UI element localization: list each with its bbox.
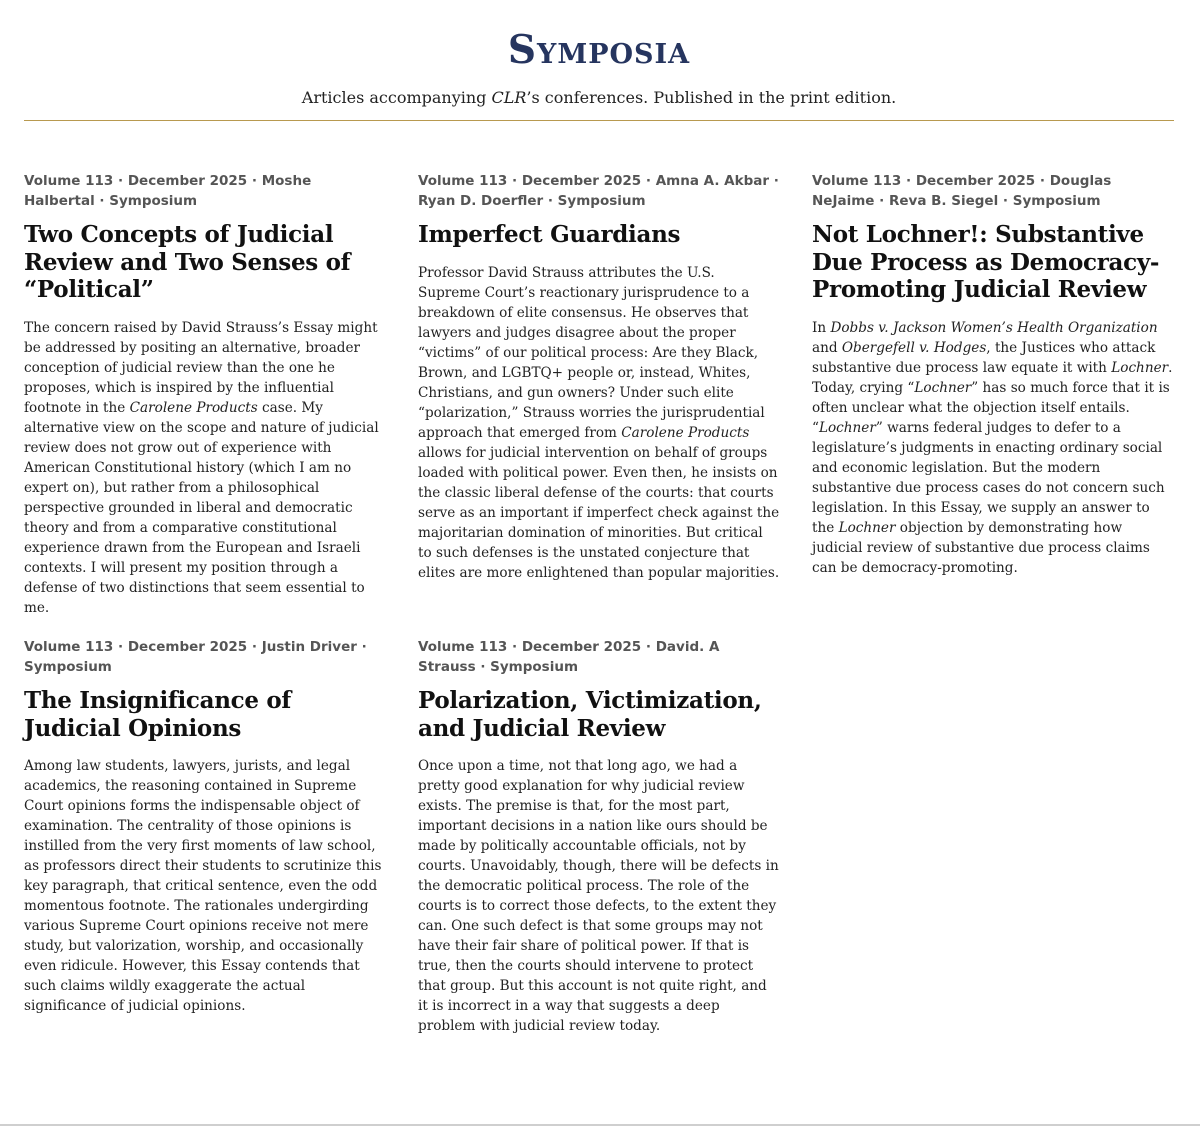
article-abstract — [418, 263, 780, 583]
case-name-italic: Lochner — [1111, 359, 1169, 376]
article-meta: Volume 113 · December 2025 · Moshe Halbertal · Symposium — [24, 173, 312, 209]
article-abstract — [812, 318, 1174, 578]
article-card — [418, 171, 780, 583]
abstract-text: and — [812, 339, 842, 356]
article-title-link[interactable]: Two Concepts of Judicial Review and Two Senses of “Political” — [24, 221, 351, 303]
case-name-italic: Lochner — [914, 379, 972, 396]
article-abstract — [418, 756, 780, 1036]
article-meta: Volume 113 · December 2025 · Amna A. Akbar · Ryan D. Doerfler · Symposium — [418, 173, 779, 209]
abstract-text: In — [812, 319, 831, 336]
abstract-text: objection by demonstrating how judicial review of substantive due process claims can be democracy-promoting. — [812, 519, 1150, 576]
article-abstract — [24, 318, 386, 618]
abstract-text: allows for judicial intervention on behalf of groups loaded with political power. Even then, he insists on the classic liberal defense of the courts: that courts serve as an important if imperfect check against the majoritarian domination of minorities. But critical to such defenses is the unstated conjecture that elites are more enlightened than popular majorities. — [418, 444, 780, 581]
case-name-italic: Carolene Products — [621, 424, 750, 441]
abstract-text: ” warns federal judges to defer to a legislature’s judgments in enacting ordinary social and economic legislation. But the modern substantive due process cases do not concern such legislation. In this Essay, we supply an answer to the — [812, 419, 1165, 536]
article-abstract — [24, 756, 386, 1016]
page-title: Symposia — [507, 27, 691, 73]
article-title-link[interactable]: The Insignificance of Judicial Opinions — [24, 687, 292, 742]
case-name-italic: Lochner — [818, 419, 876, 436]
journal-abbrev: CLR — [491, 88, 527, 107]
article-meta: Volume 113 · December 2025 · David. A Strauss · Symposium — [418, 639, 720, 675]
abstract-text: , the Justices who attack substantive due process law equate it with — [812, 339, 1156, 376]
subtitle-tail: ’s conferences. Published in the print edition. — [526, 88, 897, 107]
abstract-text: Once upon a time, not that long ago, we had a pretty good explanation for why judicial review exists. The premise is that, for the most part, important decisions in a nation like ours should be made by politically accountable officials, not by courts. Unavoidably, though, there will be defects in the democratic political process. The role of the courts is to correct those defects, to the extent they can. One such defect is that some groups may not have their fair share of political power. If that is true, then the courts should intervene to protect that group. But this account is not quite right, and it is incorrect in a way that suggests a deep problem with judicial review today. — [418, 758, 779, 1034]
abstract-text: Professor David Strauss attributes the U.S. Supreme Court’s reactionary jurisprudence to a breakdown of elite consensus. He observes that lawyers and judges disagree about the proper “victims” of our political process: Are they Black, Brown, and LGBTQ+ people or, instead, Whites, Christians, and gun owners? Under such elite “polarization,” Strauss worries the jurisprudential approach that emerged from — [418, 264, 765, 441]
article-card — [812, 171, 1174, 578]
subtitle-lead: Articles accompanying — [301, 88, 492, 107]
article-card — [24, 171, 386, 618]
article-title-link[interactable]: Polarization, Victimization, and Judicial Review — [418, 687, 762, 742]
article-meta: Volume 113 · December 2025 · Douglas NeJaime · Reva B. Siegel · Symposium — [812, 173, 1112, 209]
article-card — [24, 637, 386, 1016]
case-name-italic: Carolene Products — [129, 399, 258, 416]
case-name-italic: Obergefell v. Hodges — [841, 339, 987, 356]
article-meta: Volume 113 · December 2025 · Justin Driver · Symposium — [24, 639, 367, 675]
page-header — [24, 0, 1174, 121]
abstract-text: The concern raised by David Strauss’s Essay might be addressed by positing an alternative, broader conception of judicial review than the one he proposes, which is inspired by the influential footnote in the — [24, 319, 378, 416]
case-name-italic: Lochner — [838, 519, 896, 536]
page-subtitle — [24, 87, 1174, 109]
abstract-text: ” has so much force that it is often unclear what the objection itself entails. “ — [812, 379, 1170, 436]
abstract-text: . Today, crying “ — [812, 359, 1173, 396]
article-card — [418, 637, 780, 1036]
article-title-link[interactable]: Imperfect Guardians — [418, 221, 681, 248]
case-name-italic: Dobbs v. Jackson Women’s Health Organization — [830, 319, 1158, 336]
abstract-text: Among law students, lawyers, jurists, and legal academics, the reasoning contained in Supreme Court opinions forms the indispensable object of examination. The centrality of those opinions is instilled from the very first moments of law school, as professors direct their students to scrutinize this key paragraph, that critical sentence, even the odd momentous footnote. The rationales undergirding various Supreme Court opinions receive not mere study, but valorization, worship, and occasionally even ridicule. However, this Essay contends that such claims wildly exaggerate the actual significance of judicial opinions. — [24, 758, 382, 1014]
abstract-text: case. My alternative view on the scope and nature of judicial review does not grow out of experience with American Constitutional history (which I am no expert on), but rather from a philosophical perspective grounded in liberal and democratic theory and from a comparative constitutional experience drawn from the European and Israeli contexts. I will present my position through a defense of two distinctions that seem essential to me. — [24, 399, 379, 616]
article-title-link[interactable]: Not Lochner!: Substantive Due Process as Democracy-Promoting Judicial Review — [812, 221, 1160, 303]
